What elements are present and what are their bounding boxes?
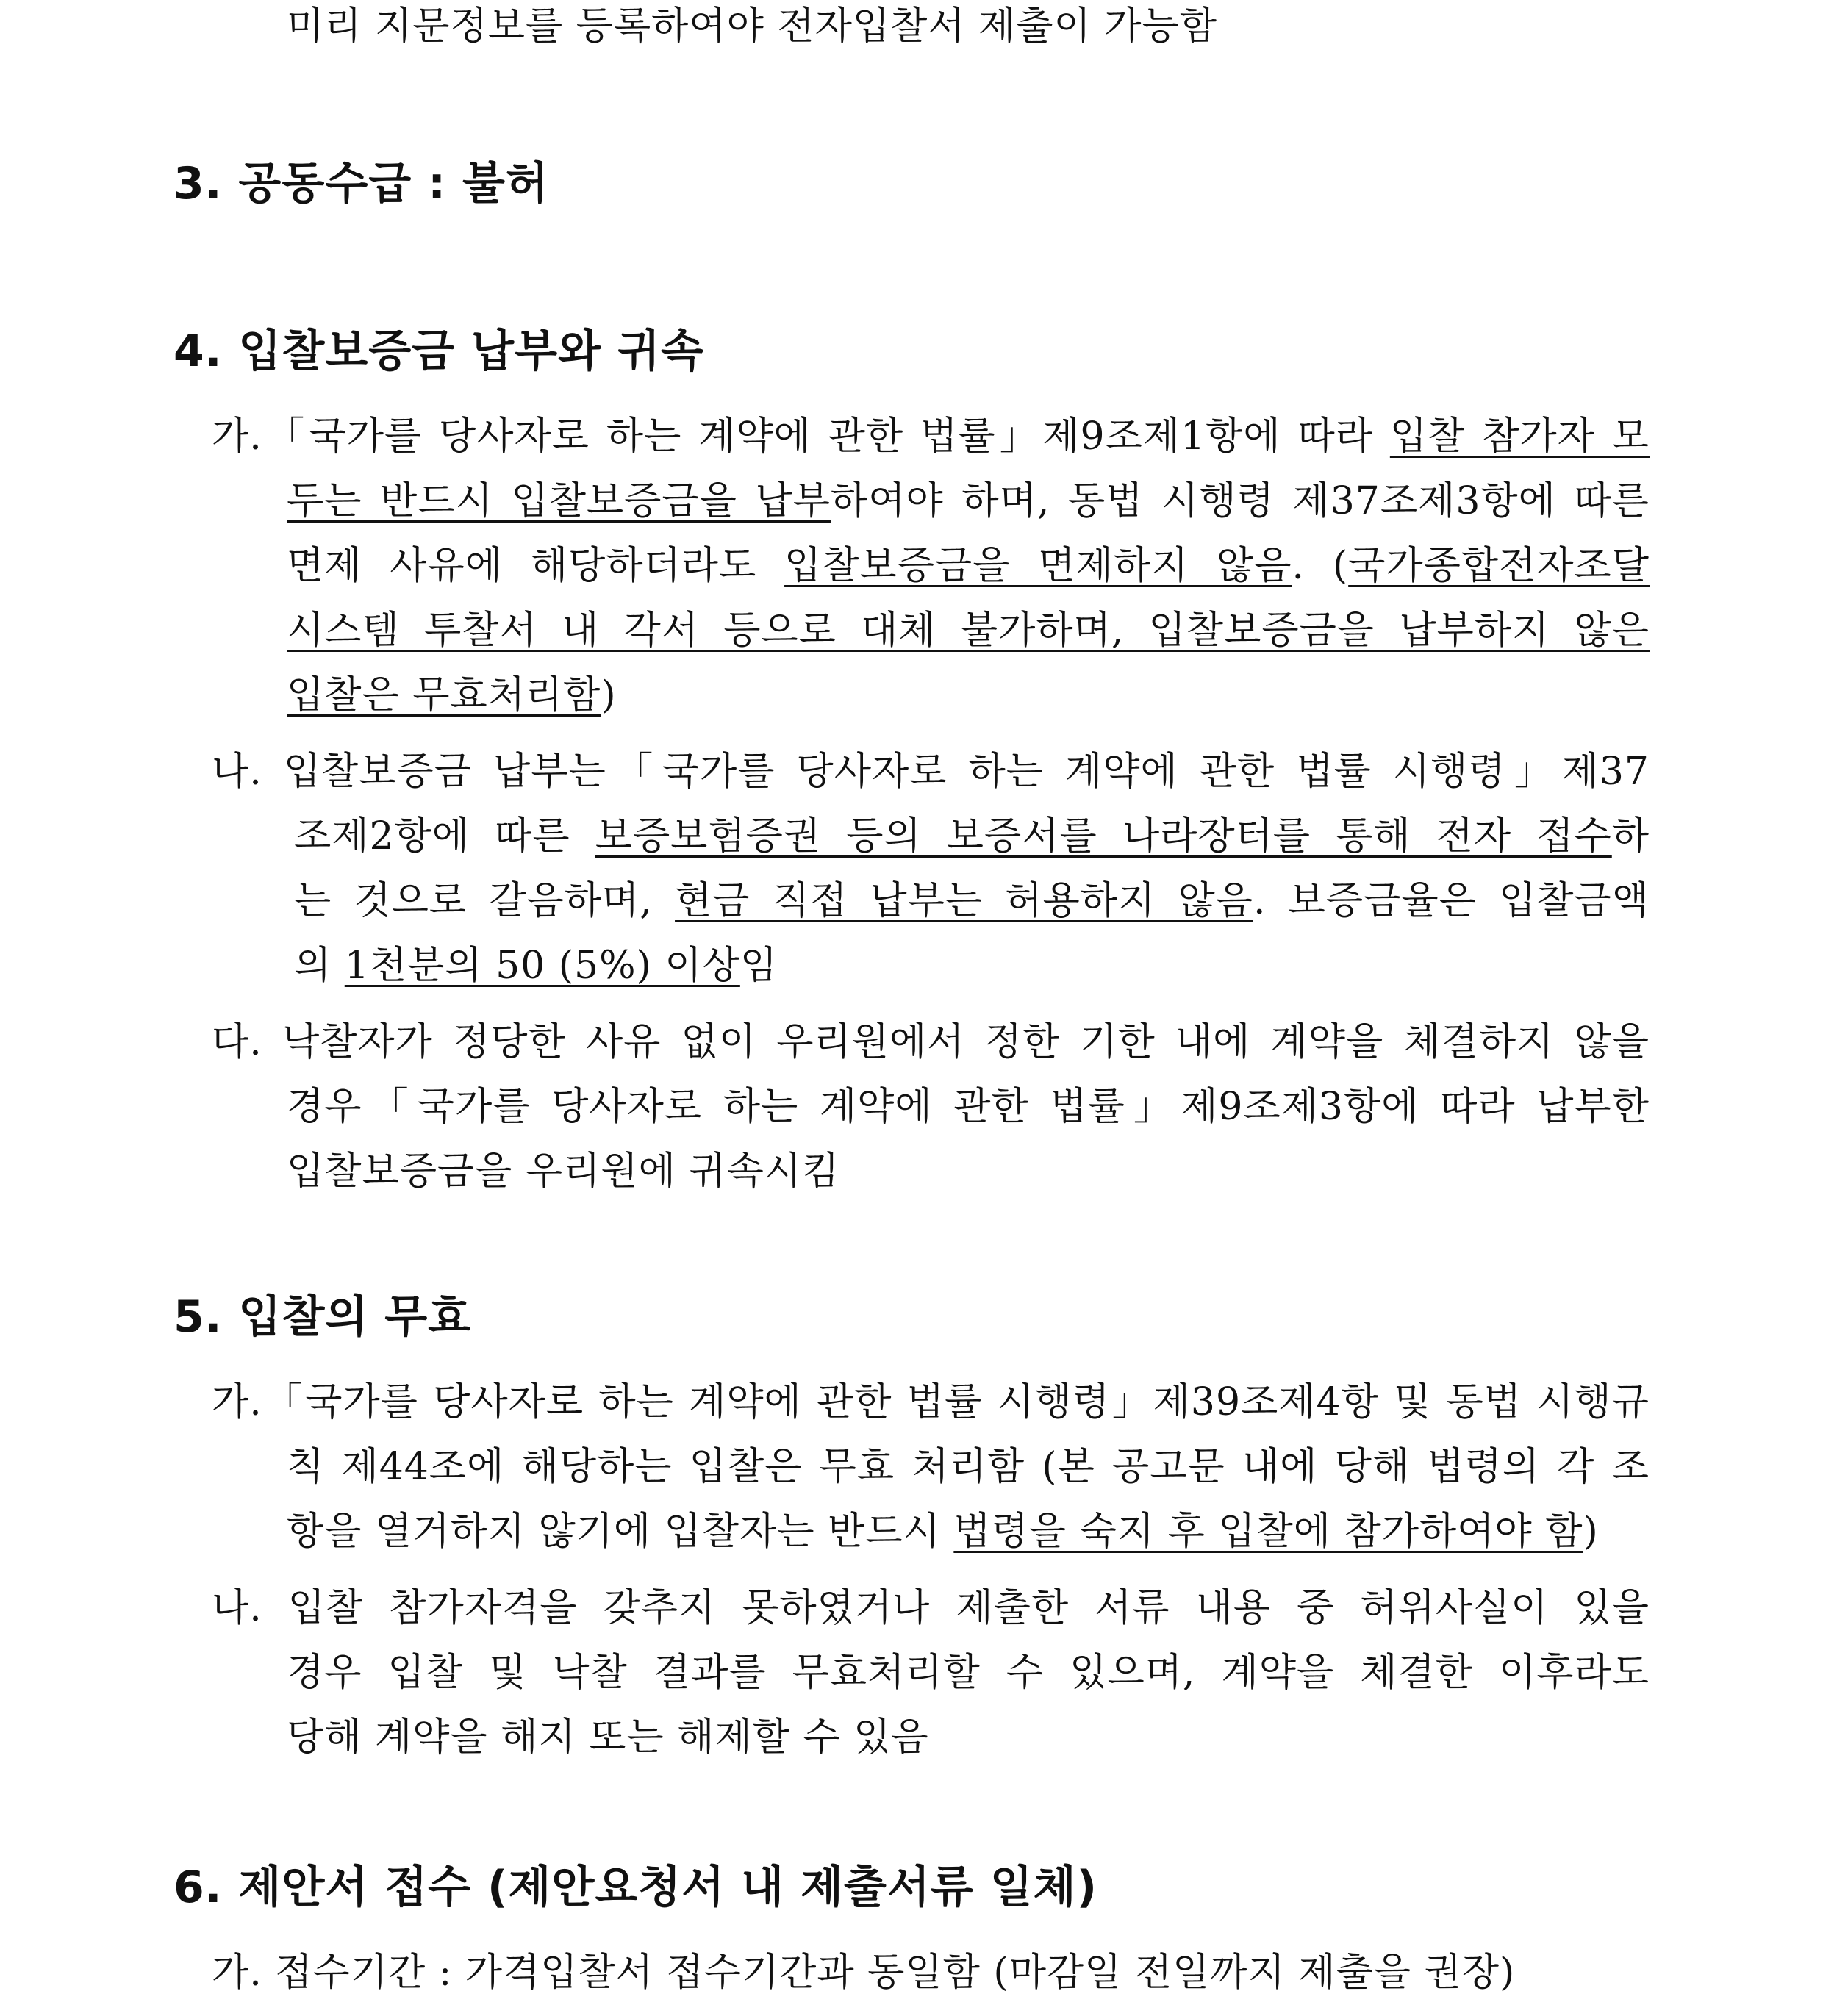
section-5-item-na-line-3: 당해 계약을 해지 또는 해제할 수 있음	[287, 1715, 929, 1759]
underlined-text: 시스템 투찰서 내 각서 등으로 대체 불가하며, 입찰보증금을 납부하지 않은	[287, 609, 1650, 653]
section-4-item-da-line-2: 경우「국가를 당사자로 하는 계약에 관한 법률」제9조제3항에 따라 납부한	[287, 1085, 1650, 1129]
section-5-heading: 5. 입찰의 무효	[173, 1291, 472, 1343]
section-5-item-ga-line-3: 항을 열거하지 않기에 입찰자는 반드시 법령을 숙지 후 입찰에 참가하여야 함)	[287, 1510, 1599, 1554]
section-4-item-ga-line-5: 입찰은 무효처리함)	[287, 673, 617, 717]
section-4-item-na-line-4: 의 1천분의 50 (5%) 이상임	[294, 944, 778, 988]
section-4-item-ga-line-1: 가.「국가를 당사자로 하는 계약에 관한 법률」제9조제1항에 따라 입찰 참가자 모	[212, 415, 1650, 459]
section-4-item-ga-line-3: 면제 사유에 해당하더라도 입찰보증금을 면제하지 않음. (국가종합전자조달	[287, 544, 1650, 588]
section-6-heading: 6. 제안서 접수 (제안요청서 내 제출서류 일체)	[173, 1862, 1098, 1913]
underlined-text: 입찰은 무효처리함	[287, 673, 601, 717]
section-4-item-ga-line-4	[287, 607, 1650, 654]
underlined-text: 1천분의 50 (5%) 이상	[344, 944, 740, 988]
underlined-text: 현금 직접 납부는 허용하지 않음	[675, 879, 1253, 923]
underlined-text: 국가종합전자조달	[1348, 544, 1650, 588]
section-4-item-na-line-1: 나. 입찰보증금 납부는「국가를 당사자로 하는 계약에 관한 법률 시행령」제37	[212, 750, 1650, 794]
underlined-text: 두는 반드시 입찰보증금을 납부	[287, 479, 831, 523]
section-5-item-na-line-2: 경우 입찰 및 낙찰 결과를 무효처리할 수 있으며, 계약을 체결한 이후라도	[287, 1651, 1650, 1695]
section-3-heading: 3. 공동수급 : 불허	[173, 158, 549, 209]
section-4-heading: 4. 입찰보증금 납부와 귀속	[173, 326, 704, 377]
underlined-text: 법령을 숙지 후 입찰에 참가하여야 함	[953, 1510, 1583, 1554]
intro-line: 미리 지문정보를 등록하여야 전자입찰서 제출이 가능함	[287, 4, 1217, 49]
section-5-item-na-line-1: 나. 입찰 참가자격을 갖추지 못하였거나 제출한 서류 내용 중 허위사실이 있을	[212, 1586, 1650, 1630]
section-4-item-da-line-1: 다. 낙찰자가 정당한 사유 없이 우리원에서 정한 기한 내에 계약을 체결하지 않을	[212, 1020, 1650, 1064]
underlined-text: 입찰 참가자 모	[1389, 415, 1650, 459]
section-4-item-ga-line-2: 두는 반드시 입찰보증금을 납부하여야 하며, 동법 시행령 제37조제3항에 따른	[287, 479, 1650, 523]
section-4-item-da-line-3: 입찰보증금을 우리원에 귀속시킴	[287, 1149, 840, 1194]
section-5-item-ga-line-1: 가.「국가를 당사자로 하는 계약에 관한 법률 시행령」제39조제4항 및 동법 시행규	[212, 1380, 1650, 1424]
section-4-item-na-line-3: 는 것으로 갈음하며, 현금 직접 납부는 허용하지 않음. 보증금율은 입찰금액	[294, 879, 1650, 923]
section-4-item-na-line-2: 조제2항에 따른 보증보험증권 등의 보증서를 나라장터를 통해 전자 접수하	[294, 814, 1650, 858]
underlined-text: 입찰보증금을 면제하지 않음	[784, 544, 1292, 588]
section-5-item-ga-line-2: 칙 제44조에 해당하는 입찰은 무효 처리함 (본 공고문 내에 당해 법령의 각 조	[287, 1445, 1650, 1489]
section-6-item-ga-line-1: 가. 접수기간 : 가격입찰서 접수기간과 동일함 (마감일 전일까지 제출을 권장)	[212, 1951, 1516, 1995]
underlined-text: 보증보험증권 등의 보증서를 나라장터를 통해 전자 접수	[595, 814, 1612, 858]
